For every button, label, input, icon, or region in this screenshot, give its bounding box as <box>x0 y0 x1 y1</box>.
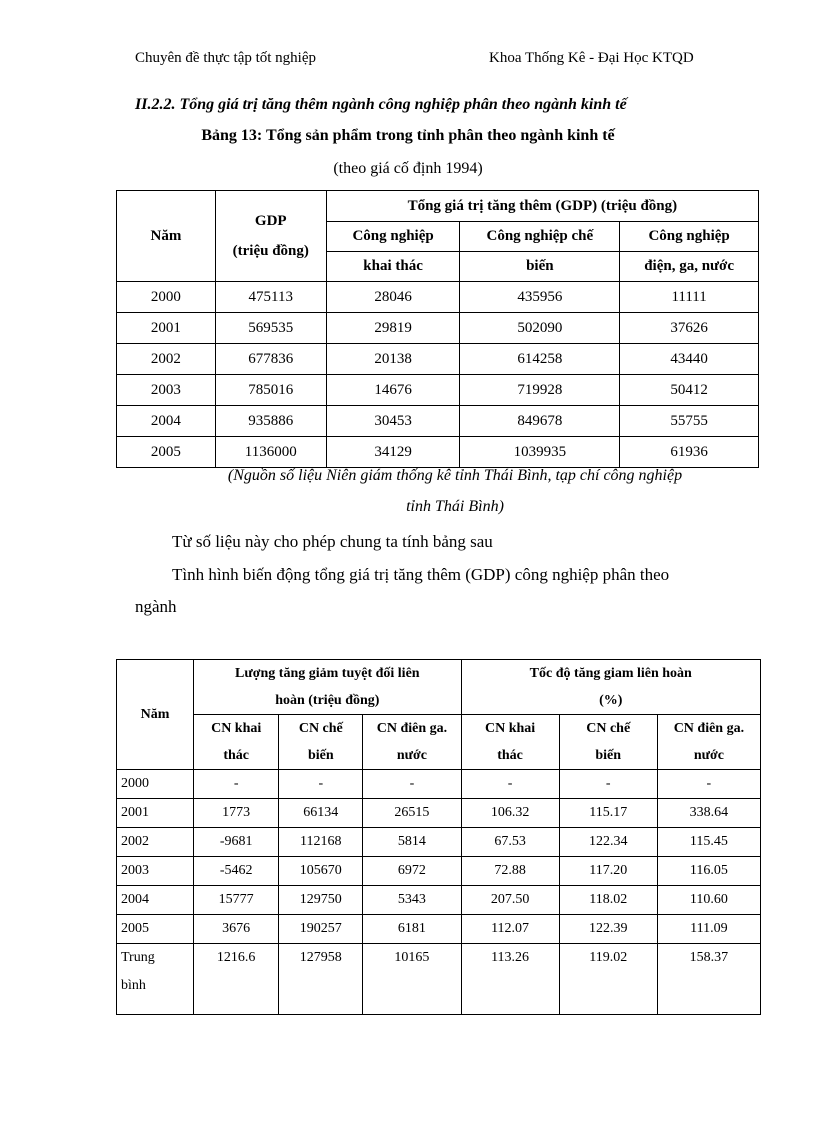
t2-head-b3-line1: CN điên ga. <box>673 721 745 736</box>
table-cell: 2000 <box>117 770 194 799</box>
table-cell: 1773 <box>194 799 279 828</box>
table-cell: 122.39 <box>559 915 657 944</box>
table-cell: 2000 <box>117 282 216 313</box>
table-cell: 5814 <box>363 828 461 857</box>
table-cell: 2003 <box>117 857 194 886</box>
table-cell: 105670 <box>279 857 363 886</box>
t2-head-a3 <box>363 715 461 770</box>
table-cell: 2003 <box>117 375 216 406</box>
paragraph-2-line2: ngành <box>135 597 177 616</box>
table-cell: 30453 <box>326 406 460 437</box>
table-row <box>117 799 761 828</box>
table1-caption: Bảng 13: Tổng sản phẩm trong tỉnh phân theo ngành kinh tế <box>201 127 615 144</box>
table-cell: 849678 <box>460 406 620 437</box>
t1-head-c2-line2: biến <box>460 252 620 282</box>
table-cell: 118.02 <box>559 886 657 915</box>
t2-head-a2-line2: biến <box>307 748 334 763</box>
table-cell: 28046 <box>326 282 460 313</box>
paragraph-1: Từ số liệu này cho phép chung ta tính bảng sau <box>172 532 493 551</box>
table-cell: 55755 <box>620 406 759 437</box>
table-cell: 3676 <box>194 915 279 944</box>
table-row <box>117 406 759 437</box>
table-cell: 129750 <box>279 886 363 915</box>
source-note-line1: (Nguồn số liệu Niên giám thống kê tỉnh Thái Bình, tạp chí công nghiệp <box>227 467 683 484</box>
table-cell: 2002 <box>117 344 216 375</box>
t2-head-a3-line2: nước <box>396 748 427 763</box>
table-cell: 11111 <box>620 282 759 313</box>
t2-head-a2-line1: CN chế <box>298 721 343 736</box>
table-cell: 112.07 <box>461 915 559 944</box>
t2-head-b3 <box>657 715 760 770</box>
table-cell: 6181 <box>363 915 461 944</box>
table-cell: - <box>279 770 363 799</box>
table-cell: 67.53 <box>461 828 559 857</box>
t1-head-c2-line1: Công nghiệp chế <box>460 222 620 252</box>
table-cell: 207.50 <box>461 886 559 915</box>
table-cell: 2004 <box>117 886 194 915</box>
t2-head-b1-line2: thác <box>497 748 523 763</box>
table-cell: 122.34 <box>559 828 657 857</box>
table-cell: 127958 <box>279 944 363 1015</box>
table-cell: 677836 <box>215 344 326 375</box>
t2-head-b1-line1: CN khai <box>484 721 536 736</box>
table-cell: 2004 <box>117 406 216 437</box>
table-cell: 61936 <box>620 437 759 468</box>
t2-head-b1 <box>461 715 559 770</box>
table-cell: 1216.6 <box>194 944 279 1015</box>
table-cell: 50412 <box>620 375 759 406</box>
table-cell: -9681 <box>194 828 279 857</box>
t2-head-group1 <box>194 660 461 715</box>
gdp-table <box>116 190 759 468</box>
table-cell: 1136000 <box>215 437 326 468</box>
table-cell: 111.09 <box>657 915 760 944</box>
table-row <box>117 770 761 799</box>
t2-head-group2-line1: Tốc độ tăng giam liên hoàn <box>529 666 692 681</box>
t2-head-a1 <box>194 715 279 770</box>
table-row <box>117 313 759 344</box>
table-cell: 14676 <box>326 375 460 406</box>
table-cell: 117.20 <box>559 857 657 886</box>
table-cell: - <box>461 770 559 799</box>
table-cell: 43440 <box>620 344 759 375</box>
table-cell: 2005 <box>117 437 216 468</box>
t2-head-b2-line1: CN chế <box>586 721 631 736</box>
t2-head-group2 <box>461 660 761 715</box>
table-cell: - <box>363 770 461 799</box>
table-cell: 115.45 <box>657 828 760 857</box>
table-cell: - <box>559 770 657 799</box>
t1-head-c3-line2: điện, ga, nước <box>620 252 759 282</box>
table-cell: 569535 <box>215 313 326 344</box>
table-cell: 158.37 <box>657 944 760 1015</box>
table-cell: 435956 <box>460 282 620 313</box>
table-cell: 785016 <box>215 375 326 406</box>
table-cell: 2001 <box>117 313 216 344</box>
t2-head-year: Năm <box>117 660 194 770</box>
t1-head-c3-line1: Công nghiệp <box>620 222 759 252</box>
t2-head-a2 <box>279 715 363 770</box>
table-cell: 72.88 <box>461 857 559 886</box>
table-cell: 29819 <box>326 313 460 344</box>
table-cell: 37626 <box>620 313 759 344</box>
table-cell: 475113 <box>215 282 326 313</box>
table-cell: 190257 <box>279 915 363 944</box>
table-cell: 15777 <box>194 886 279 915</box>
table-cell: 6972 <box>363 857 461 886</box>
table-cell: 115.17 <box>559 799 657 828</box>
change-table <box>116 659 761 1015</box>
t2-head-group1-line2: hoàn (triệu đồng) <box>275 693 380 708</box>
t1-head-c1-line1: Công nghiệp <box>326 222 460 252</box>
table-cell: 5343 <box>363 886 461 915</box>
table-row <box>117 282 759 313</box>
table-row <box>117 857 761 886</box>
table-cell: - <box>657 770 760 799</box>
table-cell: 10165 <box>363 944 461 1015</box>
table-row <box>117 915 761 944</box>
table-cell: 113.26 <box>461 944 559 1015</box>
table-cell: 502090 <box>460 313 620 344</box>
table-cell: 116.05 <box>657 857 760 886</box>
t2-head-a1-line2: thác <box>223 748 249 763</box>
table-cell: 719928 <box>460 375 620 406</box>
t2-avg-label <box>117 944 194 1015</box>
table-cell: 614258 <box>460 344 620 375</box>
table-cell: 935886 <box>215 406 326 437</box>
table-cell: 20138 <box>326 344 460 375</box>
t2-head-a1-line1: CN khai <box>211 721 262 736</box>
t2-head-group1-line1: Lượng tăng giảm tuyệt đối liên <box>235 666 420 681</box>
t2-avg-label-line1: Trung <box>121 950 155 965</box>
table-cell: 2001 <box>117 799 194 828</box>
page-header-left: Chuyên đề thực tập tốt nghiệp <box>135 50 317 66</box>
table-row <box>117 375 759 406</box>
t1-head-year: Năm <box>117 191 216 282</box>
page-header-right: Khoa Thống Kê - Đại Học KTQD <box>489 50 694 66</box>
table-cell: 1039935 <box>460 437 620 468</box>
table-row <box>117 828 761 857</box>
table-cell: 2002 <box>117 828 194 857</box>
table-row <box>117 437 759 468</box>
t1-head-gdp-line2: (triệu đồng) <box>232 243 309 259</box>
table-cell: 112168 <box>279 828 363 857</box>
t2-head-b2-line2: biến <box>595 748 622 763</box>
table-cell: -5462 <box>194 857 279 886</box>
t2-head-group2-line2: (%) <box>599 693 623 708</box>
table-cell: - <box>194 770 279 799</box>
t2-head-b2 <box>559 715 657 770</box>
t1-head-group: Tổng giá trị tăng thêm (GDP) (triệu đồng) <box>326 191 758 222</box>
table-cell: 110.60 <box>657 886 760 915</box>
t1-head-gdp <box>215 191 326 282</box>
section-title: II.2.2. Tổng giá trị tăng thêm ngành công nghiệp phân theo ngành kinh tế <box>135 96 627 113</box>
table-cell: 119.02 <box>559 944 657 1015</box>
table-cell: 106.32 <box>461 799 559 828</box>
table-cell: 34129 <box>326 437 460 468</box>
t1-head-c1-line2: khai thác <box>326 252 460 282</box>
table-cell: 26515 <box>363 799 461 828</box>
table-cell: 338.64 <box>657 799 760 828</box>
table-cell: 2005 <box>117 915 194 944</box>
source-note-line2: tỉnh Thái Bình) <box>406 498 504 515</box>
table-row <box>117 344 759 375</box>
table-cell: 66134 <box>279 799 363 828</box>
table-row <box>117 886 761 915</box>
t2-head-b3-line2: nước <box>693 748 724 763</box>
table1-subcaption: (theo giá cố định 1994) <box>333 160 483 177</box>
t2-avg-label-line2: bình <box>121 978 146 993</box>
t2-head-a3-line1: CN điên ga. <box>376 721 448 736</box>
paragraph-2-line1: Tình hình biến động tổng giá trị tăng thêm (GDP) công nghiệp phân theo <box>172 565 670 584</box>
t1-head-gdp-line1: GDP <box>254 213 287 229</box>
